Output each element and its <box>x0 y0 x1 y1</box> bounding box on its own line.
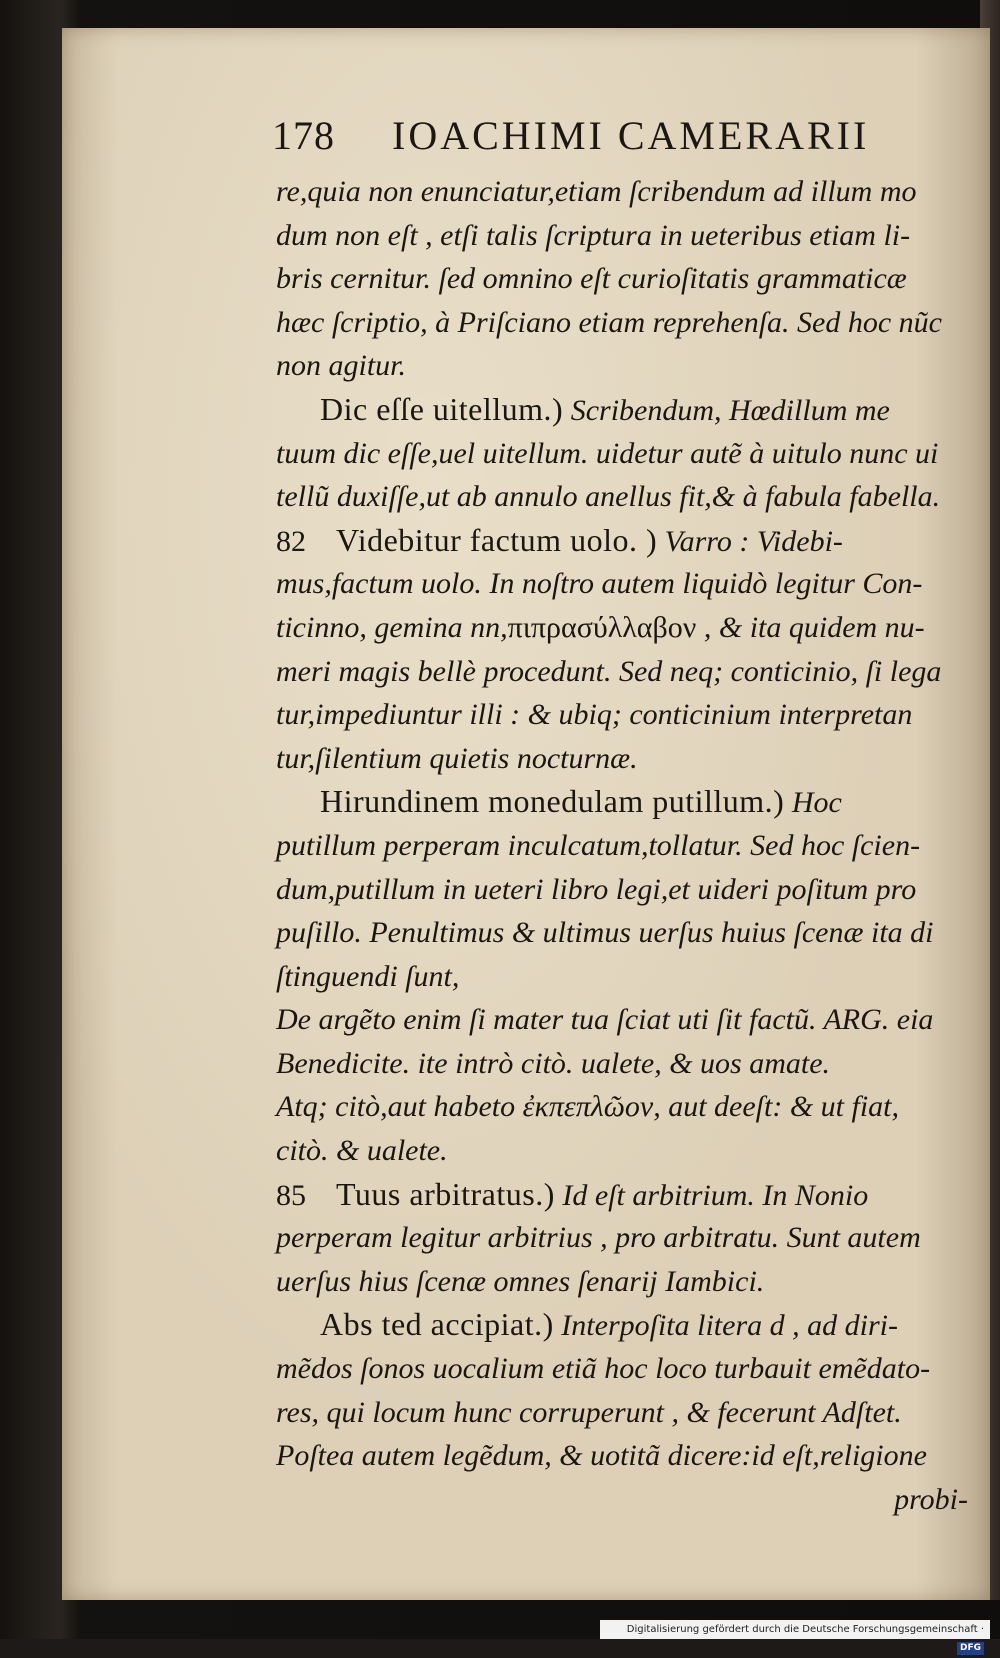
text-line <box>276 737 976 781</box>
line-number: 82 <box>276 524 306 558</box>
commentary-text: dum,putillum in ueteri libro legi,et uideri poſitum pro <box>276 872 917 906</box>
text-line <box>276 824 976 868</box>
text-line <box>276 257 976 301</box>
text-line <box>276 650 976 694</box>
text-line <box>276 562 976 606</box>
commentary-text: tuum dic eſſe,uel uitellum. uidetur autẽ à uitulo nunc ui <box>276 436 939 470</box>
commentary-text: Interpoſita litera d , ad diri- <box>553 1309 898 1343</box>
text-line <box>276 1391 976 1435</box>
footer-text: Digitalisierung gefördert durch die Deutsche Forschungsgemeinschaft · <box>626 1624 984 1635</box>
commentary-text: ſtinguendi ſunt, <box>276 959 460 993</box>
text-line <box>276 1173 976 1217</box>
text-line <box>276 1129 976 1173</box>
commentary-text: Hoc <box>784 786 842 820</box>
text-line <box>276 1303 976 1347</box>
lemma: Tuus arbitratus.) <box>336 1175 555 1212</box>
page-text <box>276 170 976 1521</box>
text-line <box>276 170 976 214</box>
commentary-text: , & ita quidem nu- <box>696 610 925 644</box>
commentary-text: putillum perperam inculcatum,tollatur. Sed hoc ſcien- <box>276 828 921 862</box>
commentary-text: perperam legitur arbitrius , pro arbitratu. Sunt autem <box>276 1221 921 1255</box>
commentary-text: Benedicite. ite intrò citò. ualete, & uos amate. <box>276 1046 831 1080</box>
text-line <box>276 693 976 737</box>
commentary-text: Atq; citò,aut habeto ἐκπεπλῶον, aut deeſt: & ut fiat, <box>276 1090 900 1124</box>
commentary-text: hæc ſcriptio, à Priſciano etiam reprehenſa. Sed hoc nũc <box>276 305 942 339</box>
text-line <box>276 1042 976 1086</box>
text-line <box>276 780 976 824</box>
lemma: Abs ted accipiat.) <box>320 1306 554 1343</box>
commentary-text: mus,factum uolo. In noſtro autem liquidò legitur Con- <box>276 567 923 601</box>
footer-bar <box>600 1620 990 1653</box>
commentary-text: puſillo. Penultimus & ultimus uerſus huius ſcenæ ita di <box>276 916 934 950</box>
commentary-text: dum non eſt , etſi talis ſcriptura in ueteribus etiam li- <box>276 218 911 252</box>
text-line <box>276 519 976 563</box>
catchword: probi- <box>894 1482 968 1516</box>
commentary-text: mẽdos ſonos uocalium etiã hoc loco turbauit emẽdato- <box>276 1352 931 1386</box>
text-line <box>276 1347 976 1391</box>
text-line <box>276 955 976 999</box>
text-line <box>276 868 976 912</box>
commentary-text: re,quia non enunciatur,etiam ſcribendum ad illum mo <box>276 175 917 208</box>
text-line <box>276 606 976 650</box>
lemma: Dic eſſe uitellum.) <box>320 390 564 427</box>
commentary-text: meri magis bellè procedunt. Sed neq; conticinio, ſi lega <box>276 654 942 688</box>
lemma: Hirundinem monedulam putillum.) <box>320 783 785 820</box>
commentary-text: Id eſt arbitrium. In Nonio <box>554 1178 869 1212</box>
text-line <box>276 214 976 258</box>
text-line <box>276 301 976 345</box>
commentary-text: ticinno, gemina nn, <box>276 610 508 644</box>
running-header <box>272 112 912 168</box>
commentary-text: tur,impediuntur illi : & ubiq; conticinium interpretan <box>276 698 913 732</box>
text-line <box>276 911 976 955</box>
commentary-text: tellũ duxiſſe,ut ab annulo anellus fit,& à fabula fabella. <box>276 480 941 514</box>
commentary-text: res, qui locum hunc corruperunt , & fecerunt Adſtet. <box>276 1395 902 1429</box>
commentary-text: tur,ſilentium quietis nocturnæ. <box>276 741 638 775</box>
text-line <box>276 344 976 388</box>
commentary-text: bris cernitur. ſed omnino eſt curioſitatis grammaticæ <box>276 262 907 296</box>
commentary-text: citò. & ualete. <box>276 1134 448 1168</box>
text-line <box>276 1085 976 1129</box>
text-line <box>276 1434 976 1478</box>
commentary-text: non agitur. <box>276 349 407 383</box>
commentary-text: Scribendum, Hœdillum me <box>563 393 890 427</box>
page-number: 178 <box>272 113 335 158</box>
lemma: Videbitur factum uolo. ) <box>336 521 658 558</box>
line-number: 85 <box>276 1178 306 1212</box>
text-line <box>276 1260 976 1304</box>
running-title: IOACHIMI CAMERARII <box>392 113 870 158</box>
text-line <box>276 432 976 476</box>
commentary-text: Poſtea autem legẽdum, & uotitã dicere:id eſt,religione <box>276 1439 927 1473</box>
text-line <box>276 388 976 432</box>
text-line <box>276 1216 976 1260</box>
greek-word: πιπρασύλλαβον <box>507 610 697 644</box>
commentary-text: De argẽto enim ſi mater tua ſciat uti ſit factũ. ARG. eia <box>276 1003 934 1037</box>
dfg-logo: DFG <box>957 1642 984 1655</box>
text-line <box>276 998 976 1042</box>
commentary-text: Varro : Videbi- <box>657 524 843 558</box>
commentary-text: uerſus hius ſcenæ omnes ſenarij Iambici. <box>276 1264 765 1298</box>
text-line <box>276 475 976 519</box>
